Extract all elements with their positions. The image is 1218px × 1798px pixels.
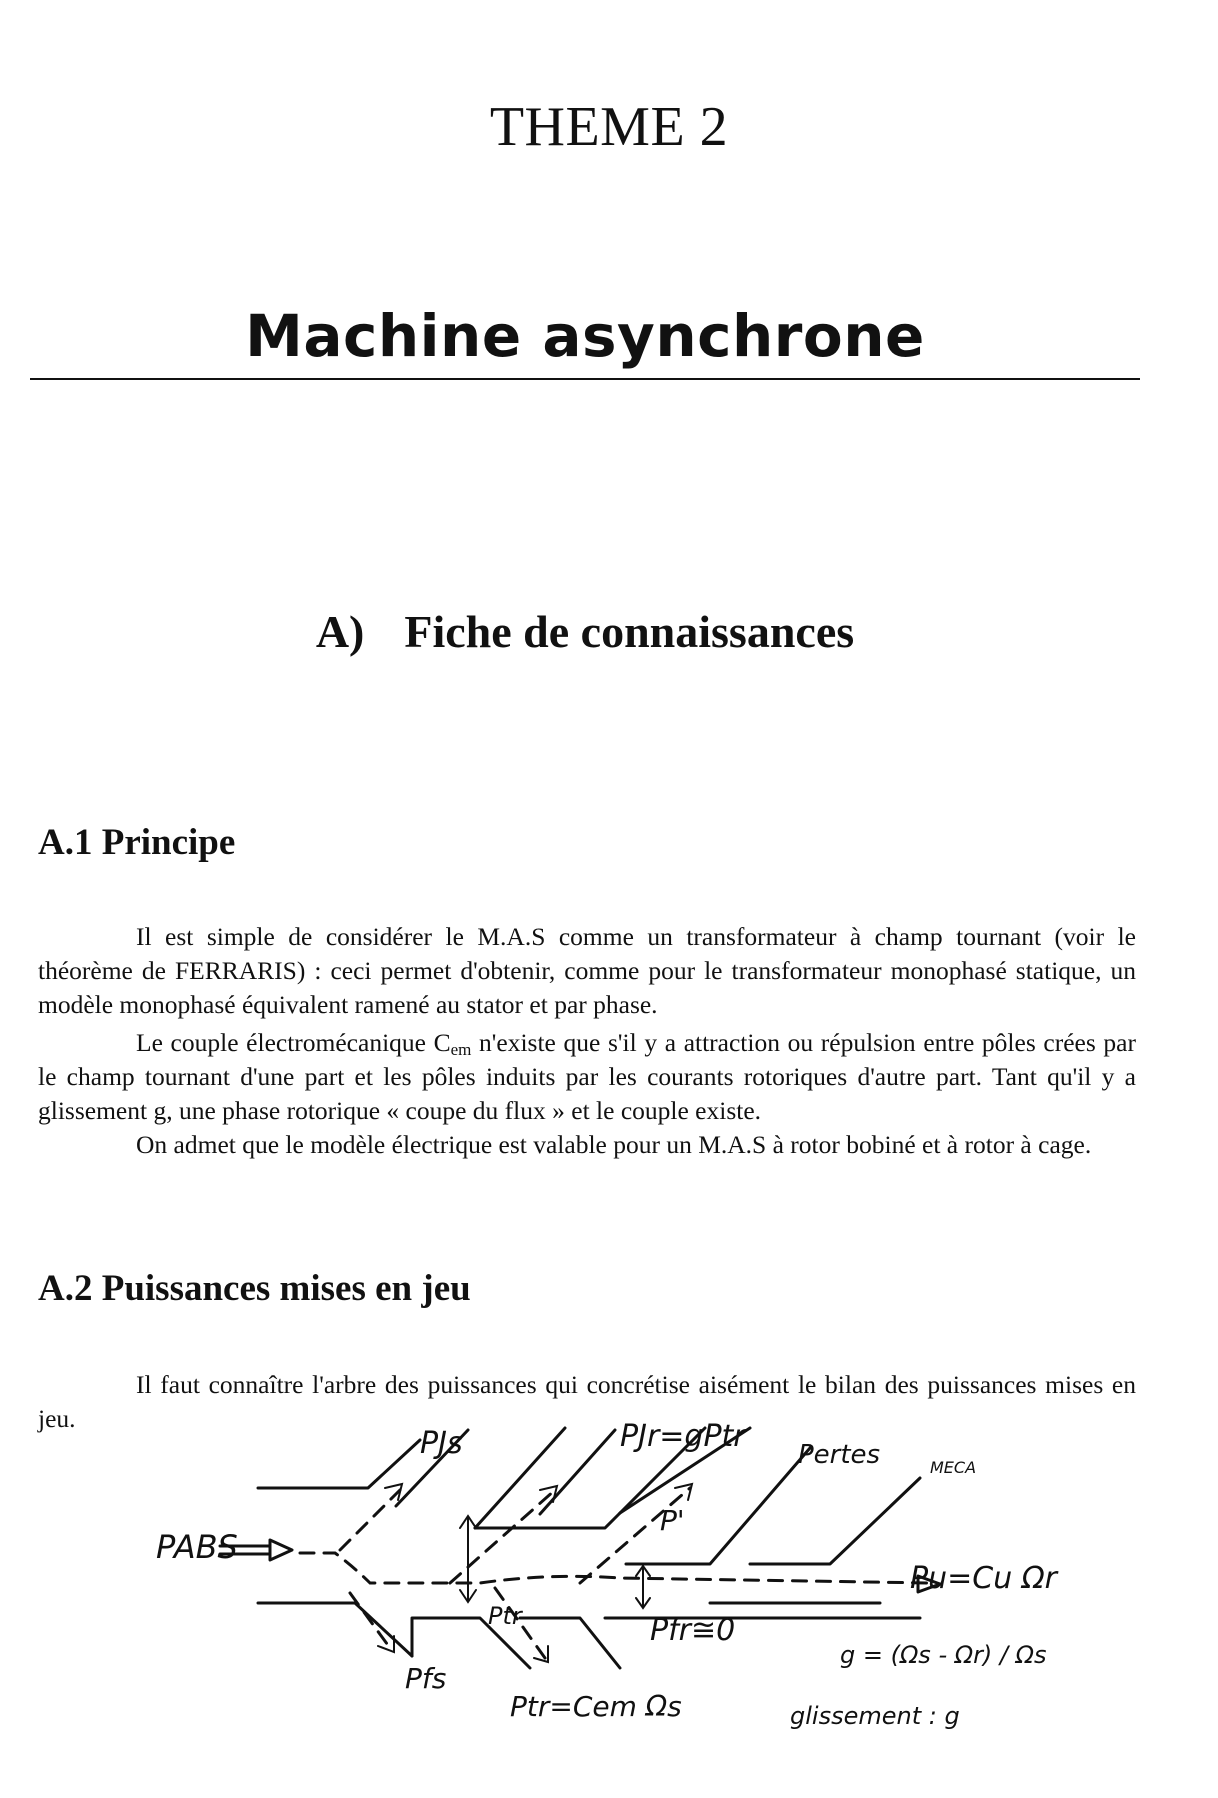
pprime-marker [636,1566,650,1608]
label-g-eq: g = (Ωs - Ωr) / Ωs [840,1641,1047,1669]
label-ptr-small: Ptr [488,1602,522,1630]
label-pu: Pu=Cu Ωr [910,1561,1057,1596]
theme-label: THEME 2 [489,96,729,158]
input-pipe-top [258,1440,420,1488]
label-pjr: PJr=gPtr [620,1419,746,1454]
paragraph-arbre: Il faut connaître l'arbre des puissances qui concrétise aisément le bilan des puissances mises en jeu. [38,1370,1136,1433]
section-title-text: Fiche de connaissances [404,606,855,657]
pipe-bottom-2 [520,1618,620,1668]
chapter-divider [30,378,1140,380]
input-pipe-bottom [258,1603,412,1656]
flow-pfs [350,1593,390,1648]
flow-pjr [450,1490,555,1583]
paragraph-ferraris: Il est simple de considérer le M.A.S comme un transformateur à champ tournant (voir le théorème de FERRARIS) : ceci permet d'obtenir, comme pour le transformateur monophasé statique, un modèle monophasé équivalent ramené au stator et par phase. [38,922,1136,1019]
subsection-principe: A.1 Principe [38,822,236,863]
input-arrow-head [270,1540,292,1560]
ptr-marker [460,1516,476,1602]
paragraph-couple [38,1026,1136,1128]
paragraph-modele: On admet que le modèle électrique est valable pour un M.A.S à rotor bobiné et à rotor à cage. [136,1130,1092,1159]
label-pprime: P' [660,1504,685,1537]
label-meca: MECA [930,1458,977,1477]
section-title [0,602,1170,662]
branch-meca [626,1448,810,1564]
branch-pjs-right [475,1428,565,1528]
label-pfs: Pfs [405,1662,447,1695]
chapter-title: Machine asynchrone [245,302,925,370]
label-pjs: PJs [420,1426,463,1461]
branch-pjr [475,1513,620,1528]
label-pabs: PABS [156,1528,238,1566]
paragraph-couple-start: Le couple électromécanique C [136,1028,451,1057]
label-pertes: Pertes [798,1440,881,1470]
section-letter: A) [315,606,365,657]
power-tree-diagram [150,1418,1057,1738]
branch-meca-bottom [750,1478,920,1564]
flow-pjs [340,1490,400,1550]
paragraph-couple-end: n'existe que s'il y a attraction ou répulsion entre pôles crées par le champ tournant d'une part et les pôles induits par les courants rotoriques d'autre part. Tant qu'il y a glissement g, une phase rotorique « coupe du flux » et le couple existe. [38,1028,1136,1125]
subsection-puissances: A.2 Puissances mises en jeu [38,1268,471,1309]
label-glissement: glissement : g [790,1702,960,1730]
label-pfr: Pfr≅0 [650,1613,736,1648]
cem-subscript: em [450,1040,472,1059]
label-ptr-eq: Ptr=Cem Ωs [510,1690,682,1723]
